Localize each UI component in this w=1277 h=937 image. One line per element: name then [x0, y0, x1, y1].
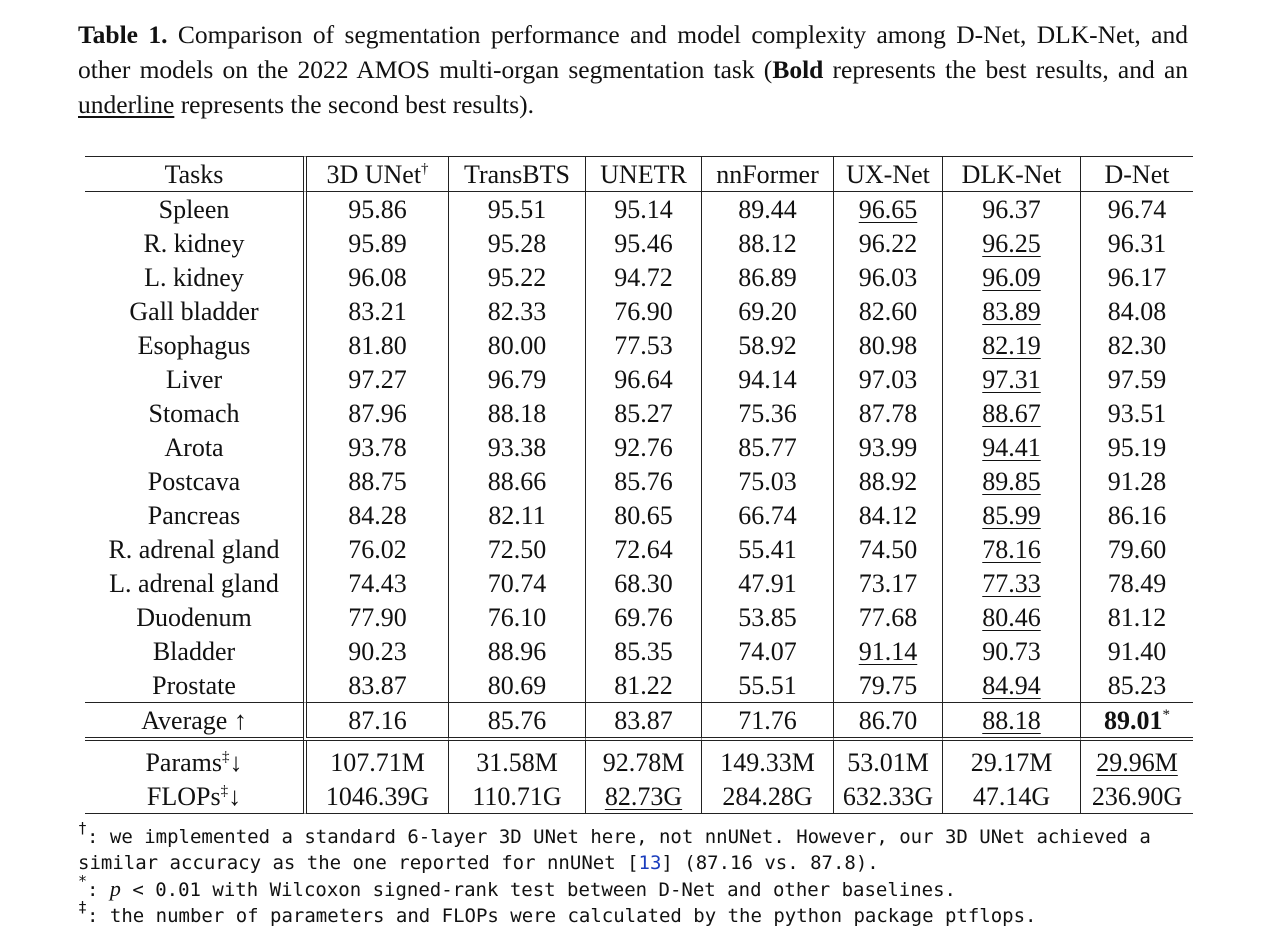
- score-cell: 81.80: [303, 328, 448, 362]
- task-label: Stomach: [148, 398, 240, 428]
- params-cell: 31.58M: [448, 745, 585, 779]
- score-cell: 83.87: [303, 668, 448, 702]
- score-cell: 94.41: [942, 430, 1080, 464]
- score-cell: 53.85: [701, 600, 833, 634]
- score-cell: 88.67: [942, 396, 1080, 430]
- flops-cell: 632.33G: [833, 779, 942, 814]
- score-cell: 69.20: [701, 294, 833, 328]
- task-label: Gall bladder: [129, 296, 259, 326]
- score-cell: 86.16: [1080, 498, 1193, 532]
- score-cell: 91.14: [833, 634, 942, 668]
- score-cell: 80.98: [833, 328, 942, 362]
- table-row: [85, 192, 1193, 226]
- score-cell: 81.22: [585, 668, 701, 702]
- score-cell: 82.33: [448, 294, 585, 328]
- params-cell-second: 29.96M: [1080, 745, 1193, 779]
- task-label: Arota: [164, 432, 224, 462]
- score-cell: 88.92: [833, 464, 942, 498]
- score-cell: 88.66: [448, 464, 585, 498]
- table-row: [85, 226, 1193, 260]
- score-cell: 76.90: [585, 294, 701, 328]
- caption-underline-word: underline: [78, 90, 175, 119]
- score-cell: 83.21: [303, 294, 448, 328]
- task-label: Pancreas: [147, 500, 241, 530]
- flops-cell-second: 82.73G: [585, 779, 701, 814]
- score-cell: 88.18: [448, 396, 585, 430]
- score-cell: 94.14: [701, 362, 833, 396]
- table-row: [85, 566, 1193, 600]
- score-cell: 78.49: [1080, 566, 1193, 600]
- table-row: [85, 396, 1193, 430]
- header-3d-unet: 3D UNet†: [303, 156, 448, 192]
- score-cell: 85.35: [585, 634, 701, 668]
- score-cell: 81.12: [1080, 600, 1193, 634]
- score-cell: 82.11: [448, 498, 585, 532]
- score-cell: 84.08: [1080, 294, 1193, 328]
- params-row: [85, 745, 1193, 779]
- score-cell: 87.78: [833, 396, 942, 430]
- score-cell: 84.12: [833, 498, 942, 532]
- score-cell: 85.23: [1080, 668, 1193, 702]
- score-cell: 96.09: [942, 260, 1080, 294]
- header-dlk-net: DLK-Net: [942, 156, 1080, 192]
- score-cell: 87.96: [303, 396, 448, 430]
- footnote-dagger: †: we implemented a standard 6-layer 3D UNet here, not nnUNet. However, our 3D UNet achieved a similar accuracy as the one reported for nnUNet [13] (87.16 vs. 87.8).: [78, 819, 1151, 874]
- task-label: L. adrenal gland: [109, 568, 279, 598]
- task-label: Duodenum: [136, 602, 252, 632]
- table-row: [85, 532, 1193, 566]
- score-cell: 95.28: [448, 226, 585, 260]
- score-cell: 72.50: [448, 532, 585, 566]
- task-label: R. kidney: [143, 228, 245, 258]
- score-cell: 92.76: [585, 430, 701, 464]
- score-cell: 96.64: [585, 362, 701, 396]
- citation-link[interactable]: 13: [638, 852, 662, 874]
- score-cell: 96.08: [303, 260, 448, 294]
- flops-cell: 284.28G: [701, 779, 833, 814]
- score-cell: 95.14: [585, 192, 701, 226]
- score-cell: 94.72: [585, 260, 701, 294]
- score-cell: 76.10: [448, 600, 585, 634]
- score-cell: 78.16: [942, 532, 1080, 566]
- params-cell: 92.78M: [585, 745, 701, 779]
- params-cell: 107.71M: [303, 745, 448, 779]
- params-cell: 53.01M: [833, 745, 942, 779]
- score-cell: 47.91: [701, 566, 833, 600]
- score-cell: 74.07: [701, 634, 833, 668]
- score-cell: 90.73: [942, 634, 1080, 668]
- score-cell: 95.51: [448, 192, 585, 226]
- caption-label: Table 1.: [78, 20, 168, 49]
- score-cell: 73.17: [833, 566, 942, 600]
- score-cell: 97.03: [833, 362, 942, 396]
- score-cell: 93.51: [1080, 396, 1193, 430]
- flops-row: [85, 779, 1193, 814]
- score-cell: 83.89: [942, 294, 1080, 328]
- header-nnformer: nnFormer: [701, 156, 833, 192]
- footnote-star: *: p < 0.01 with Wilcoxon signed-rank test between D-Net and other baselines.: [78, 872, 956, 901]
- score-cell: 91.28: [1080, 464, 1193, 498]
- score-cell: 55.41: [701, 532, 833, 566]
- header-tasks: Tasks: [85, 156, 303, 192]
- score-cell: 80.00: [448, 328, 585, 362]
- score-cell: 74.50: [833, 532, 942, 566]
- caption-text-a: Comparison of segmentation performance and model complexity among D-Net, DLK-Net, and other models on the 2022 AMOS multi-organ segmentation task (: [78, 20, 1188, 84]
- avg-cell: 87.16: [303, 702, 448, 741]
- score-cell: 75.36: [701, 396, 833, 430]
- score-cell: 84.28: [303, 498, 448, 532]
- task-label: Postcava: [147, 466, 241, 496]
- score-cell: 96.31: [1080, 226, 1193, 260]
- score-cell: 95.89: [303, 226, 448, 260]
- score-cell: 97.31: [942, 362, 1080, 396]
- flops-cell: 110.71G: [448, 779, 585, 814]
- score-cell: 72.64: [585, 532, 701, 566]
- footnotes: [78, 819, 1188, 929]
- avg-cell: 86.70: [833, 702, 942, 741]
- score-cell: 68.30: [585, 566, 701, 600]
- params-cell-best: 29.17M: [942, 745, 1080, 779]
- score-cell: 97.59: [1080, 362, 1193, 396]
- table-row: [85, 464, 1193, 498]
- caption-text-c: represents the second best results).: [174, 90, 535, 119]
- table-row: [85, 600, 1193, 634]
- dagger-mark: †: [421, 160, 429, 177]
- avg-cell-best: 89.01*: [1080, 702, 1193, 741]
- table-row: [85, 362, 1193, 396]
- score-cell: 95.86: [303, 192, 448, 226]
- score-cell: 93.99: [833, 430, 942, 464]
- score-cell: 96.65: [833, 192, 942, 226]
- score-cell: 89.44: [701, 192, 833, 226]
- header-ux-net: UX-Net: [833, 156, 942, 192]
- score-cell: 93.38: [448, 430, 585, 464]
- score-cell: 82.60: [833, 294, 942, 328]
- avg-cell: 88.18: [942, 702, 1080, 741]
- score-cell: 55.51: [701, 668, 833, 702]
- avg-cell: 71.76: [701, 702, 833, 741]
- score-cell: 86.89: [701, 260, 833, 294]
- results-table: [85, 156, 1193, 814]
- score-cell: 74.43: [303, 566, 448, 600]
- score-cell: 91.40: [1080, 634, 1193, 668]
- params-label: Params‡↓: [145, 747, 243, 777]
- score-cell: 88.75: [303, 464, 448, 498]
- score-cell: 58.92: [701, 328, 833, 362]
- score-cell: 88.96: [448, 634, 585, 668]
- score-cell: 89.85: [942, 464, 1080, 498]
- score-cell: 96.03: [833, 260, 942, 294]
- task-label: Prostate: [152, 670, 236, 700]
- params-cell: 149.33M: [701, 745, 833, 779]
- score-cell: 95.22: [448, 260, 585, 294]
- task-label: Bladder: [152, 636, 236, 666]
- score-cell: 79.75: [833, 668, 942, 702]
- score-cell: 85.76: [585, 464, 701, 498]
- score-cell: 77.90: [303, 600, 448, 634]
- avg-cell: 85.76: [448, 702, 585, 741]
- flops-cell-best: 47.14G: [942, 779, 1080, 814]
- table-caption: [78, 17, 1188, 122]
- score-cell: 77.53: [585, 328, 701, 362]
- table-row: [85, 294, 1193, 328]
- header-transbts: TransBTS: [448, 156, 585, 192]
- score-cell: 77.68: [833, 600, 942, 634]
- score-cell: 84.94: [942, 668, 1080, 702]
- score-cell: 69.76: [585, 600, 701, 634]
- average-row: [85, 702, 1193, 741]
- table-row: [85, 328, 1193, 362]
- footnote-ddagger: ‡: the number of parameters and FLOPs were calculated by the python package ptflops.: [78, 898, 1037, 927]
- table-row: [85, 498, 1193, 532]
- avg-cell: 83.87: [585, 702, 701, 741]
- score-cell: 80.69: [448, 668, 585, 702]
- score-cell: 82.19: [942, 328, 1080, 362]
- flops-cell: 236.90G: [1080, 779, 1193, 814]
- score-cell: 70.74: [448, 566, 585, 600]
- score-cell: 96.25: [942, 226, 1080, 260]
- score-cell: 96.79: [448, 362, 585, 396]
- flops-cell: 1046.39G: [303, 779, 448, 814]
- flops-label: FLOPs‡↓: [85, 779, 303, 814]
- task-label: Liver: [165, 364, 223, 394]
- table-row: [85, 668, 1193, 702]
- table-row: [85, 260, 1193, 294]
- score-cell: 96.22: [833, 226, 942, 260]
- score-cell: 82.30: [1080, 328, 1193, 362]
- score-cell: 96.17: [1080, 260, 1193, 294]
- score-cell: 77.33: [942, 566, 1080, 600]
- average-label: Average ↑: [85, 702, 303, 741]
- task-label: R. adrenal gland: [108, 534, 280, 564]
- task-label: Esophagus: [137, 330, 251, 360]
- header-d-net: D-Net: [1080, 156, 1193, 192]
- score-cell: 96.74: [1080, 192, 1193, 226]
- score-cell: 66.74: [701, 498, 833, 532]
- score-cell: 90.23: [303, 634, 448, 668]
- caption-text-b: represents the best results, and an: [823, 55, 1189, 84]
- task-label: Spleen: [158, 194, 230, 224]
- table-row: [85, 430, 1193, 464]
- score-cell: 80.65: [585, 498, 701, 532]
- score-cell: 95.46: [585, 226, 701, 260]
- score-cell: 75.03: [701, 464, 833, 498]
- score-cell: 96.37: [942, 192, 1080, 226]
- task-label: L. kidney: [144, 262, 244, 292]
- score-cell: 97.27: [303, 362, 448, 396]
- score-cell: 93.78: [303, 430, 448, 464]
- score-cell: 85.77: [701, 430, 833, 464]
- score-cell: 85.99: [942, 498, 1080, 532]
- score-cell: 85.27: [585, 396, 701, 430]
- header-row: [85, 156, 1193, 192]
- score-cell: 76.02: [303, 532, 448, 566]
- score-cell: 79.60: [1080, 532, 1193, 566]
- table-row: [85, 634, 1193, 668]
- header-unetr: UNETR: [585, 156, 701, 192]
- star-mark: *: [1162, 706, 1170, 723]
- score-cell: 95.19: [1080, 430, 1193, 464]
- score-cell: 88.12: [701, 226, 833, 260]
- caption-bold-word: Bold: [772, 55, 824, 84]
- score-cell: 80.46: [942, 600, 1080, 634]
